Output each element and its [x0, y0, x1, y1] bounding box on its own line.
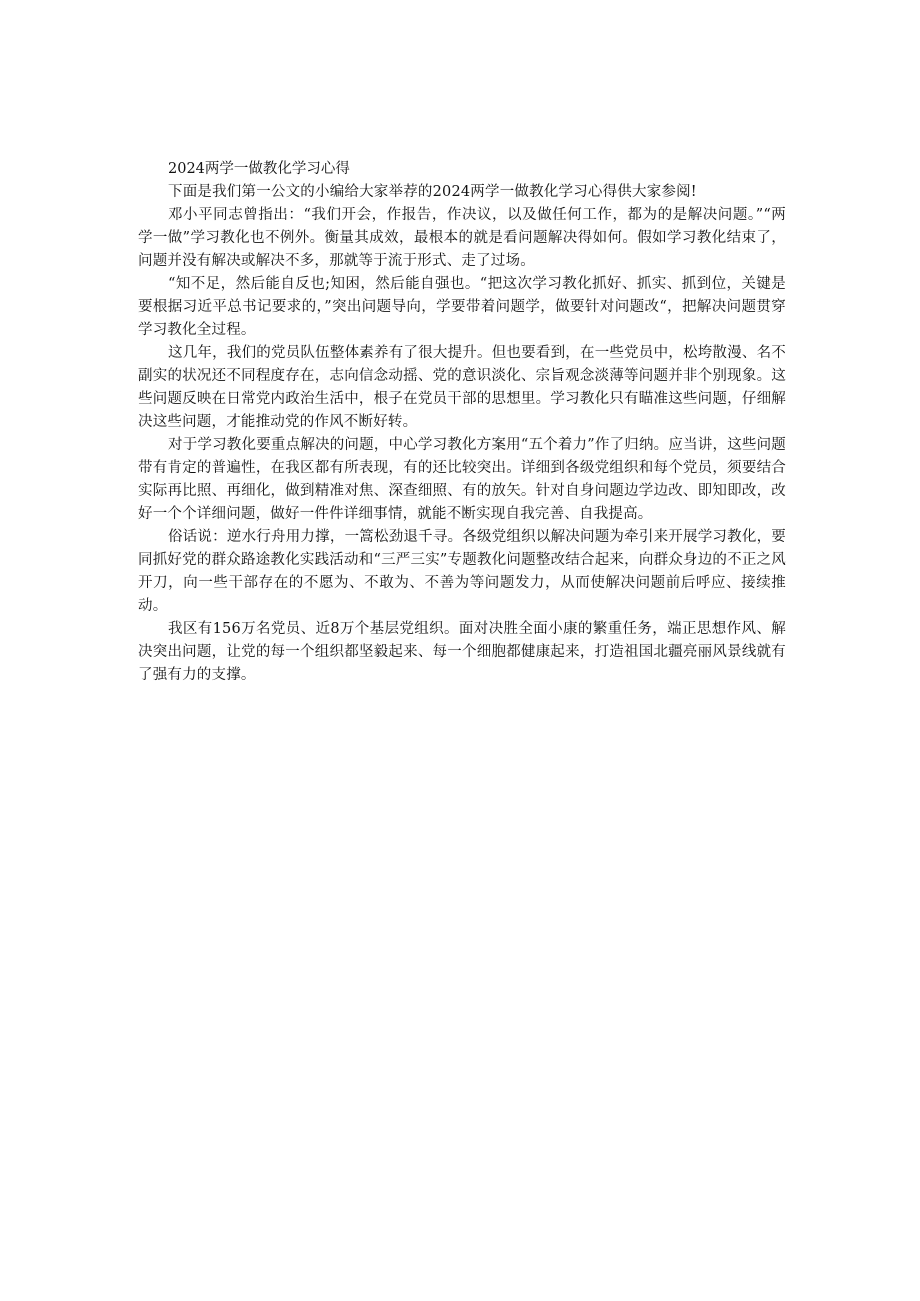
paragraph-4: 对于学习教化要重点解决的问题，中心学习教化方案用“五个着力”作了归纳。应当讲，这些问题带有肯定的普遍性，在我区都有所表现，有的还比较突出。详细到各级党组织和每个党员，须要结合实际再比照、再细化，做到精准对焦、深查细照、有的放矢。针对自身问题边学边改、即知即改，改好一个个详细问题，做好一件件详细事情，就能不断实现自我完善、自我提高。	[138, 437, 786, 522]
paragraph-6: 我区有156万名党员、近8万个基层党组织。面对决胜全面小康的繁重任务，端正思想作风、解决突出问题，让党的每一个组织都坚毅起来、每一个细胞都健康起来，打造祖国北疆亮丽风景线就有了强有力的支撑。	[138, 621, 786, 683]
paragraph-5: 俗话说：逆水行舟用力撑，一篙松劲退千寻。各级党组织以解决问题为牵引来开展学习教化，要同抓好党的群众路途教化实践活动和“三严三实”专题教化问题整改结合起来，向群众身边的不正之风开刀，向一些干部存在的不愿为、不敢为、不善为等问题发力，从而使解决问题前后呼应、接续推动。	[138, 529, 786, 614]
paragraph-3: 这几年，我们的党员队伍整体素养有了很大提升。但也要看到，在一些党员中，松垮散漫、名不副实的状况还不同程度存在，志向信念动摇、党的意识淡化、宗旨观念淡薄等问题并非个别现象。这些问题反映在日常党内政治生活中，根子在党员干部的思想里。学习教化只有瞄准这些问题，仔细解决这些问题，才能推动党的作风不断好转。	[138, 345, 786, 430]
document-body	[138, 158, 786, 687]
paragraph-2: “知不足，然后能自反也;知困，然后能自强也。“把这次学习教化抓好、抓实、抓到位，关键是要根据习近平总书记要求的，”突出问题导向，学要带着问题学，做要针对问题改“，把解决问题贯穿学习教化全过程。	[138, 276, 786, 338]
paragraph-intro: 下面是我们第一公文的小编给大家举荐的2024两学一做教化学习心得供大家参阅!	[168, 184, 697, 200]
paragraph-1: 邓小平同志曾指出：“我们开会，作报告，作决议，以及做任何工作，都为的是解决问题。”“两学一做”学习教化也不例外。衡量其成效，最根本的就是看问题解决得如何。假如学习教化结束了，问题并没有解决或解决不多，那就等于流于形式、走了过场。	[138, 207, 786, 269]
document-title: 2024两学一做教化学习心得	[168, 161, 350, 177]
